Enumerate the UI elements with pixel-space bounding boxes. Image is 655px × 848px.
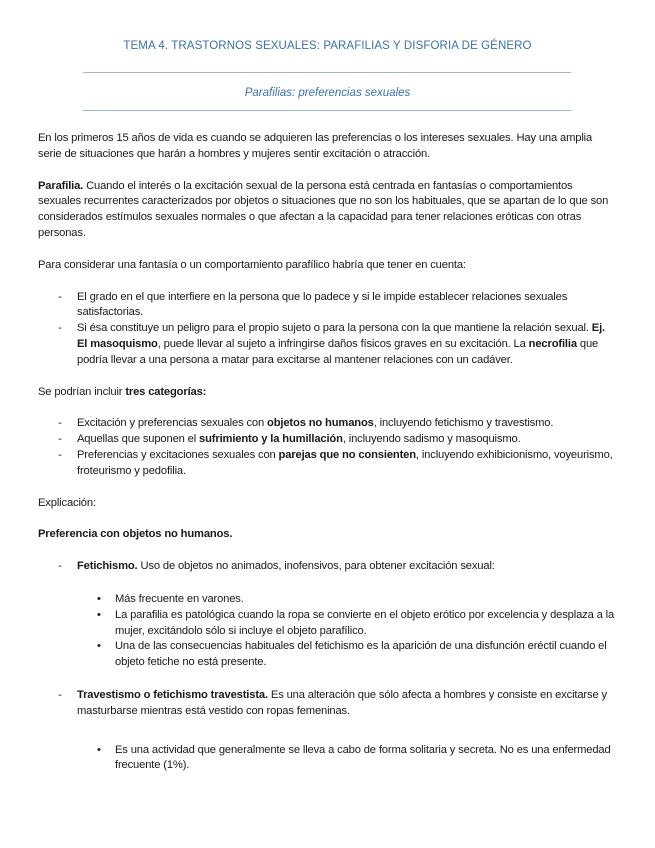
fetichismo-bullets: [77, 592, 618, 671]
document-body: [38, 131, 618, 791]
intro-paragraph: En los primeros 15 años de vida es cuando se adquieren las preferencias o los intereses sexuales. Hay una amplia serie de situaciones que harán a hombres y mujeres sentir excitación o atracción.: [38, 132, 593, 160]
title-rule-top: [83, 72, 571, 73]
list-item: - Preferencias y excitaciones sexuales con parejas que no consienten, incluyendo exhibicionismo, voyeurismo, froteurismo y pedofilia.: [38, 448, 618, 480]
list-item: - Travestismo o fetichismo travestista. Es una alteración que sólo afecta a hombres y consiste en excitarse y masturbarse mientras está vestido con ropas femeninas. • Es una actividad que generalmente se lleva a cabo de forma solitaria y secreta. No es una enfermedad frecuente (1%).: [38, 688, 618, 774]
list-item: - El grado en el que interfiere en la persona que lo padece y si le impide establecer relaciones sexuales satisfactorias.: [38, 290, 618, 322]
document-title: TEMA 4. TRASTORNOS SEXUALES: PARAFILIAS Y DISFORIA DE GÉNERO: [123, 40, 532, 52]
travestismo-term: Travestismo o fetichismo travestista.: [77, 688, 268, 701]
travestismo-bullets: [77, 743, 618, 775]
parafilia-definition: Cuando el interés o la excitación sexual de la persona está centrada en fantasías o comportamientos sexuales recurrentes caracterizados por objetos o situaciones que no son los habituales, que se apartan de lo que son considerados estímulos sexuales normales o que afectan a la capacidad para tener relaciones eróticas con otras personas.: [38, 179, 609, 239]
title-rule-bottom: [83, 110, 571, 111]
paraphilia-types-list: [38, 559, 618, 774]
categories-list: [38, 416, 618, 479]
list-item: - Aquellas que suponen el sufrimiento y la humillación, incluyendo sadismo y masoquismo.: [38, 432, 618, 448]
section-heading: Preferencia con objetos no humanos.: [38, 528, 233, 541]
list-item: • Más frecuente en varones.: [77, 592, 618, 608]
list-item: - Excitación y preferencias sexuales con objetos no humanos, incluyendo fetichismo y travestismo.: [38, 416, 618, 432]
parafilia-paragraph: [38, 179, 618, 242]
parafilia-term: Parafilia.: [38, 179, 84, 192]
list-item: - Si ésa constituye un peligro para el propio sujeto o para la persona con la que mantiene la relación sexual. Ej. El masoquismo, puede llevar al sujeto a infringirse daños físicos graves en su excitación. La necrofilia que podría llevar a una persona a matar para excitarse al mantener relaciones con un cadáver.: [38, 321, 618, 368]
list-item: • La parafilia es patológica cuando la ropa se convierte en el objeto erótico por excelencia y desplaza a la mujer, excitándolo sólo si incluye el objeto parafílico.: [77, 608, 618, 640]
consider-list: [38, 290, 618, 369]
categories-intro: Se podrían incluir tres categorías:: [38, 385, 207, 398]
list-item: • Es una actividad que generalmente se lleva a cabo de forma solitaria y secreta. No es una enfermedad frecuente (1%).: [77, 743, 618, 775]
consider-intro: Para considerar una fantasía o un comportamiento parafílico habría que tener en cuenta:: [38, 258, 466, 271]
fetichismo-term: Fetichismo.: [77, 560, 138, 573]
list-item: • Una de las consecuencias habituales del fetichismo es la aparición de una disfunción eréctil cuando el objeto fetiche no está presente.: [77, 639, 618, 671]
explanation-label: Explicación:: [38, 496, 96, 509]
document-subtitle: Parafilias: preferencias sexuales: [244, 87, 411, 99]
list-item: - Fetichismo. Uso de objetos no animados, inofensivos, para obtener excitación sexual: • Más frecuente en varones. • La parafilia es patológica cuando la ropa se convierte en el objeto erótico por excelencia y desplaza a la mujer, excitándolo sólo si incluye el objeto parafílico. • Una de las consecuencias habituales del fetichismo es la aparición de una disfunción eréctil cuando el objeto fetiche no está presente.: [38, 559, 618, 671]
